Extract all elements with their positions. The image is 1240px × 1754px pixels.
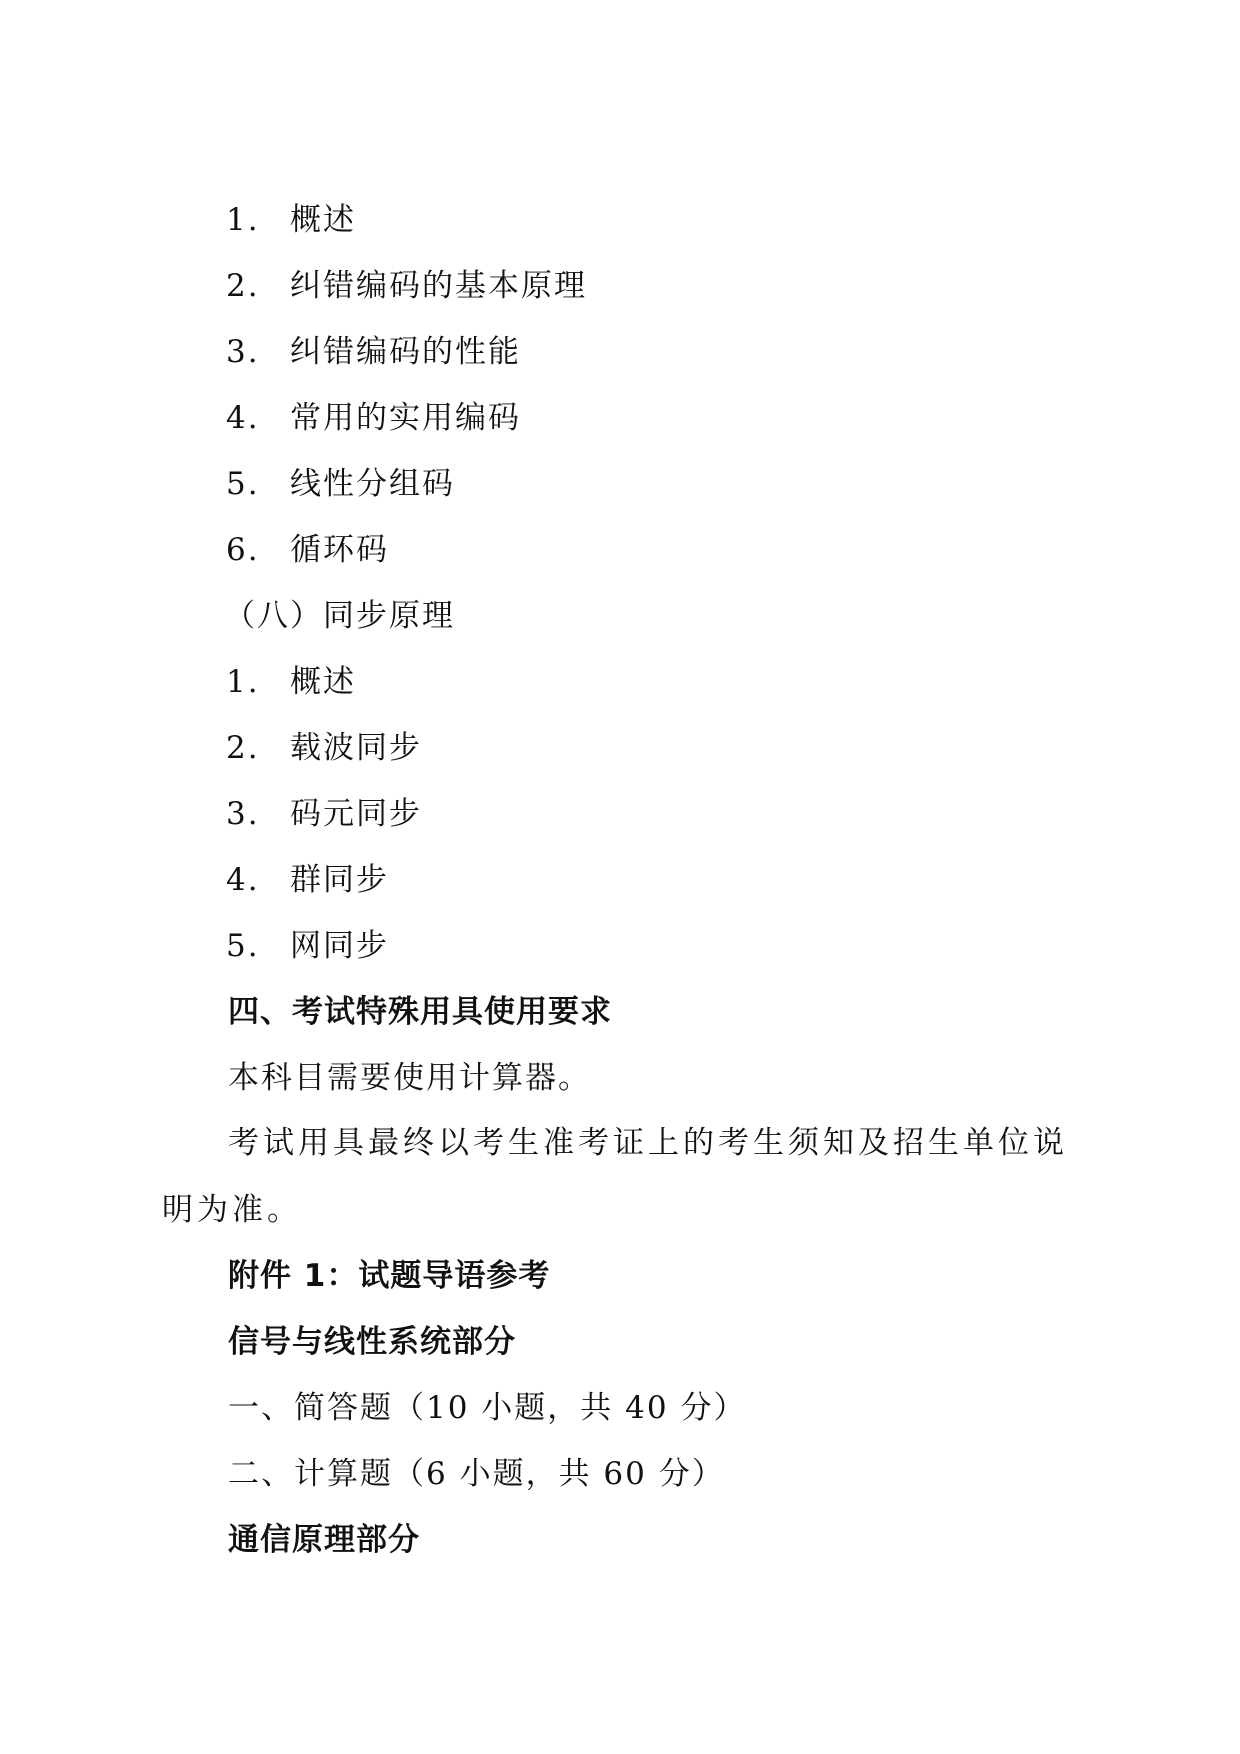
list-number: 4.: [226, 400, 260, 436]
list-number: 6.: [226, 532, 260, 568]
section-heading: 四、考试特殊用具使用要求: [228, 994, 612, 1030]
body-paragraph: 考试用具最终以考生准考证上的考生须知及招生单位说明为准。: [162, 1125, 1068, 1228]
list-text: 线性分组码: [290, 466, 455, 502]
list-text: 纠错编码的基本原理: [290, 268, 587, 304]
question-type: 二、计算题（6 小题，共 60 分）: [228, 1456, 725, 1492]
list-item: [226, 266, 587, 306]
appendix-title: 附件 1：试题导语参考: [228, 1258, 551, 1294]
list-item: [226, 794, 422, 834]
subsection-title: 信号与线性系统部分: [228, 1324, 516, 1360]
list-text: 循环码: [290, 532, 389, 568]
list-text: 群同步: [290, 862, 389, 898]
list-item: [226, 926, 389, 966]
list-text: 码元同步: [290, 796, 422, 832]
list-number: 3.: [226, 334, 260, 370]
list-number: 1.: [226, 664, 260, 700]
list-item: [226, 200, 356, 240]
list-text: 常用的实用编码: [290, 400, 521, 436]
list-item: [226, 728, 422, 768]
list-item: [226, 332, 521, 372]
list-number: 5.: [226, 466, 260, 502]
list-item: [226, 464, 455, 504]
list-item: [226, 398, 521, 438]
list-text: 网同步: [290, 928, 389, 964]
list-number: 5.: [226, 928, 260, 964]
list-item: [226, 530, 389, 570]
list-number: 3.: [226, 796, 260, 832]
list-number: 2.: [226, 730, 260, 766]
body-text: 本科目需要使用计算器。: [228, 1060, 591, 1096]
subsection-title: 通信原理部分: [228, 1522, 420, 1558]
list-item: [226, 860, 389, 900]
section-heading: （八）同步原理: [224, 598, 455, 634]
list-text: 载波同步: [290, 730, 422, 766]
list-text: 纠错编码的性能: [290, 334, 521, 370]
question-type: 一、简答题（10 小题，共 40 分）: [228, 1390, 747, 1426]
list-number: 1.: [226, 202, 260, 238]
list-number: 2.: [226, 268, 260, 304]
list-number: 4.: [226, 862, 260, 898]
list-item: [226, 662, 356, 702]
list-text: 概述: [290, 664, 356, 700]
list-text: 概述: [290, 202, 356, 238]
